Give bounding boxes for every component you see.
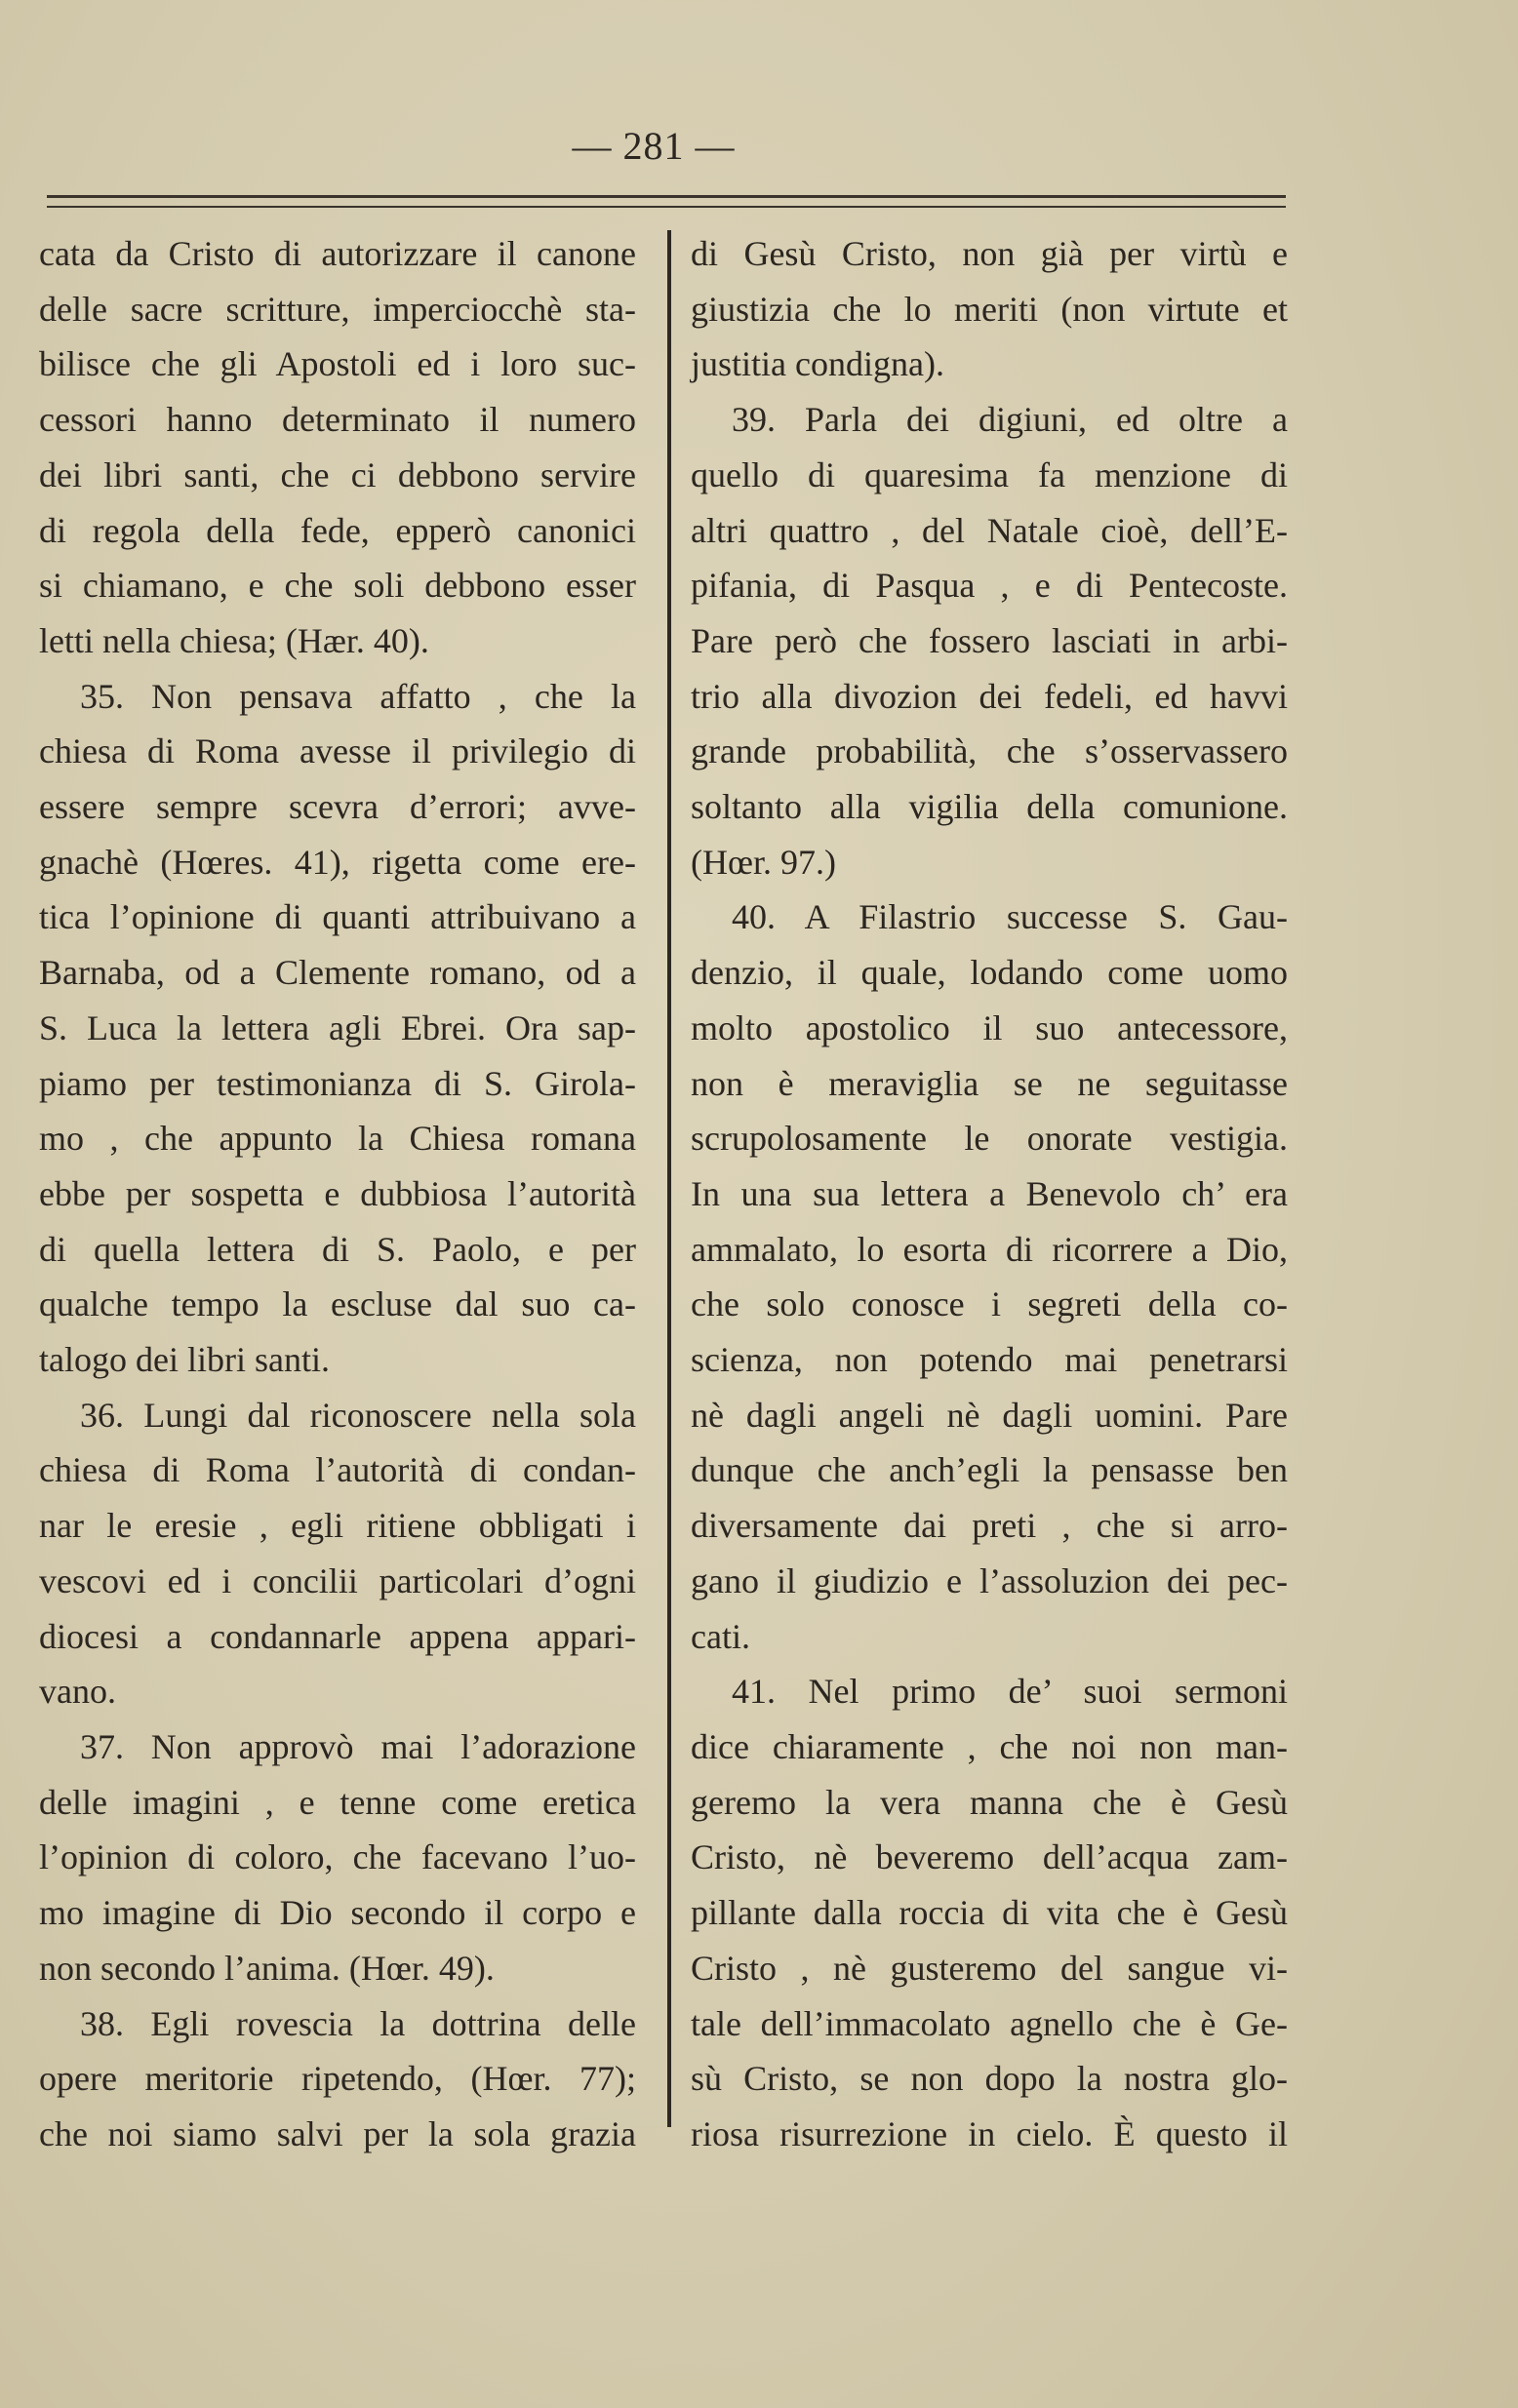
page-number: — 281 — [572, 124, 736, 168]
header-rule [47, 195, 1286, 208]
text-line: scrupolosamente le onorate vestigia. [691, 1119, 1288, 1159]
text-line: l’opinion di coloro, che facevano l’uo- [39, 1837, 636, 1877]
text-line: soltanto alla vigilia della comunione. [691, 787, 1288, 827]
text-line: mo imagine di Dio secondo il corpo e [39, 1893, 636, 1933]
text-line: di quella lettera di S. Paolo, e per [39, 1229, 636, 1269]
text-line: In una sua lettera a Benevolo ch’ era [691, 1173, 1288, 1213]
text-line: 36. Lungi dal riconoscere nella sola [80, 1395, 636, 1435]
text-line: quello di quaresima fa menzione di [691, 454, 1288, 494]
text-line: sù Cristo, se non dopo la nostra glo- [691, 2059, 1288, 2099]
text-line: Cristo , nè gusteremo del sangue vi- [691, 1948, 1288, 1988]
text-line: pifania, di Pasqua , e di Pentecoste. [691, 566, 1288, 606]
text-line: di regola della fede, epperò canonici [39, 510, 636, 550]
text-line: riosa risurrezione in cielo. È questo il [691, 2113, 1288, 2153]
text-line: 38. Egli rovescia la dottrina delle [80, 2003, 636, 2043]
text-line: dei libri santi, che ci debbono servire [39, 454, 636, 494]
text-line: vescovi ed i concilii particolari d’ogni [39, 1560, 636, 1600]
text-line: diversamente dai preti , che si arro- [691, 1506, 1288, 1546]
text-line: tica l’opinione di quanti attribuivano a [39, 897, 636, 937]
left-column [39, 226, 636, 2162]
text-line: dice chiaramente , che noi non man- [691, 1726, 1288, 1766]
text-line: non secondo l’anima. (Hœr. 49). [39, 1948, 495, 1988]
text-line: piamo per testimonianza di S. Girola- [39, 1063, 636, 1103]
text-line: grande probabilità, che s’osservassero [691, 731, 1288, 771]
text-line: talogo dei libri santi. [39, 1340, 330, 1380]
text-line: gnachè (Hœres. 41), rigetta come ere- [39, 842, 636, 882]
text-line: S. Luca la lettera agli Ebrei. Ora sap- [39, 1007, 636, 1047]
text-line: scienza, non potendo mai penetrarsi [691, 1340, 1288, 1380]
text-line: 35. Non pensava affatto , che la [80, 676, 636, 716]
text-line: geremo la vera manna che è Gesù [691, 1782, 1288, 1822]
text-line: chiesa di Roma avesse il privilegio di [39, 731, 636, 771]
text-line: 37. Non approvò mai l’adorazione [80, 1726, 636, 1766]
text-line: 40. A Filastrio successe S. Gau- [732, 897, 1288, 937]
text-line: trio alla divozion dei fedeli, ed havvi [691, 676, 1288, 716]
text-line: che solo conosce i segreti della co- [691, 1284, 1288, 1324]
right-column [691, 226, 1288, 2162]
text-line: denzio, il quale, lodando come uomo [691, 953, 1288, 993]
text-line: ammalato, lo esorta di ricorrere a Dio, [691, 1229, 1288, 1269]
text-line: qualche tempo la escluse dal suo ca- [39, 1284, 636, 1324]
text-line: Barnaba, od a Clemente romano, od a [39, 953, 636, 993]
text-line: di Gesù Cristo, non già per virtù e [691, 234, 1288, 273]
text-line: justitia condigna). [691, 344, 944, 384]
text-line: dunque che anch’egli la pensasse ben [691, 1450, 1288, 1490]
text-line: Cristo, nè beveremo dell’acqua zam- [691, 1837, 1288, 1877]
text-line: 39. Parla dei digiuni, ed oltre a [732, 400, 1288, 440]
text-line: vano. [39, 1672, 116, 1712]
text-line: altri quattro , del Natale cioè, dell’E- [691, 510, 1288, 550]
text-line: nè dagli angeli nè dagli uomini. Pare [691, 1395, 1288, 1435]
column-divider [667, 230, 671, 2127]
text-line: chiesa di Roma l’autorità di condan- [39, 1450, 636, 1490]
text-line: bilisce che gli Apostoli ed i loro suc- [39, 344, 636, 384]
text-line: gano il giudizio e l’assoluzion dei pec- [691, 1560, 1288, 1600]
text-line: (Hœr. 97.) [691, 842, 836, 882]
text-line: letti nella chiesa; (Hær. 40). [39, 620, 429, 660]
text-line: ebbe per sospetta e dubbiosa l’autorità [39, 1173, 636, 1213]
text-line: essere sempre scevra d’errori; avve- [39, 787, 636, 827]
text-line: 41. Nel primo de’ suoi sermoni [732, 1672, 1288, 1712]
text-line: cessori hanno determinato il numero [39, 400, 636, 440]
text-line: Pare però che fossero lasciati in arbi- [691, 620, 1288, 660]
text-line: delle imagini , e tenne come eretica [39, 1782, 636, 1822]
text-line: delle sacre scritture, imperciocchè sta- [39, 289, 636, 329]
text-line: giustizia che lo meriti (non virtute et [691, 289, 1288, 329]
text-line: non è meraviglia se ne seguitasse [691, 1063, 1288, 1103]
text-line: pillante dalla roccia di vita che è Gesù [691, 1893, 1288, 1933]
text-line: diocesi a condannarle appena appari- [39, 1616, 636, 1656]
text-line: cati. [691, 1616, 750, 1656]
text-line: che noi siamo salvi per la sola grazia [39, 2113, 636, 2153]
text-line: si chiamano, e che soli debbono esser [39, 566, 636, 606]
text-line: molto apostolico il suo antecessore, [691, 1007, 1288, 1047]
text-line: nar le eresie , egli ritiene obbligati i [39, 1506, 636, 1546]
text-line: opere meritorie ripetendo, (Hœr. 77); [39, 2059, 636, 2099]
text-line: cata da Cristo di autorizzare il canone [39, 234, 636, 273]
text-line: mo , che appunto la Chiesa romana [39, 1119, 636, 1159]
text-line: tale dell’immacolato agnello che è Ge- [691, 2003, 1288, 2043]
